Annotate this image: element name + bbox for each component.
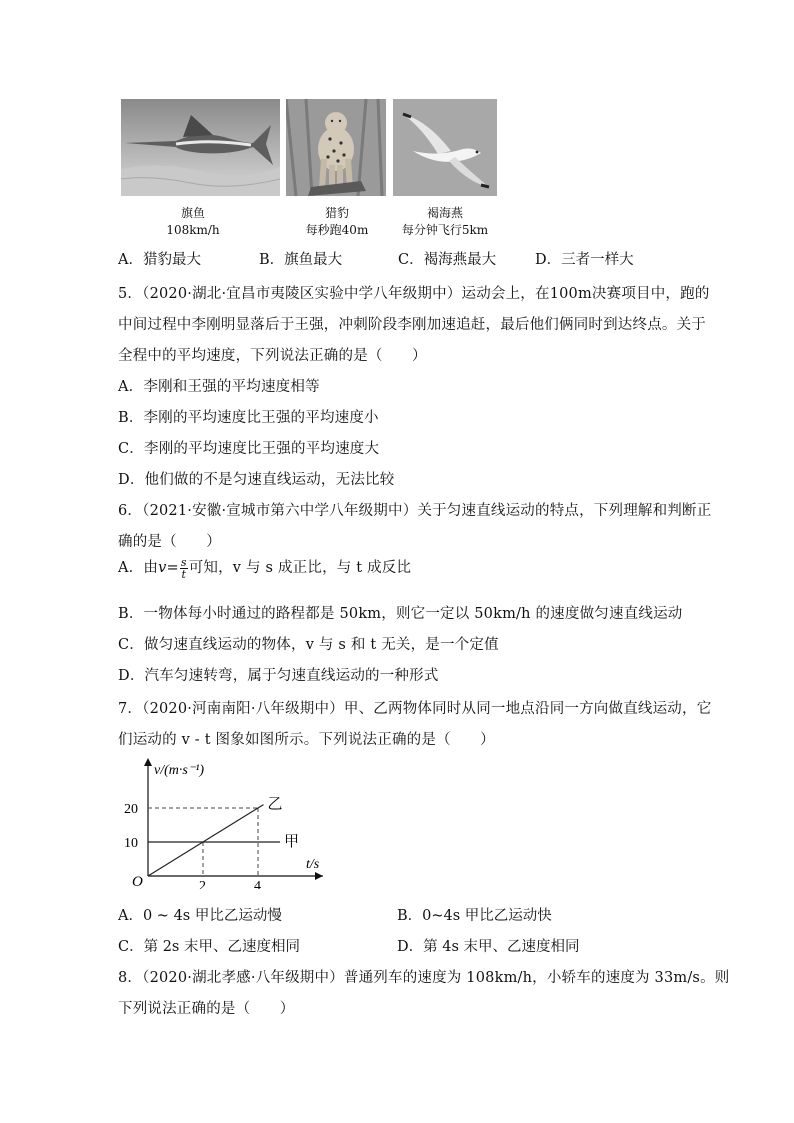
q5-option-b[interactable]: B．李刚的平均速度比王强的平均速度小 xyxy=(118,410,379,426)
q6-stem-line1: 6．（2021·安徽·宣城市第六中学八年级期中）关于匀速直线运动的特点，下列理解和判断正 xyxy=(118,503,712,519)
q7-option-a[interactable]: A．0 ~ 4s 甲比乙运动慢 xyxy=(118,908,282,924)
q7-stem-line2: 们运动的 v - t 图象如图所示。下列说法正确的是（ ） xyxy=(118,732,495,748)
q8-stem-line1: 8．（2020·湖北孝感·八年级期中）普通列车的速度为 108km/h，小轿车的速度为 33m/s。则 xyxy=(118,970,730,986)
q6-option-d[interactable]: D．汽车匀速转弯，属于匀速直线运动的一种形式 xyxy=(118,668,439,684)
formula-fraction xyxy=(180,557,188,580)
q8-stem-line2: 下列说法正确的是（ ） xyxy=(118,1001,295,1017)
q6-option-a[interactable] xyxy=(118,556,411,580)
formula-v: v xyxy=(158,560,167,576)
q5-option-a[interactable]: A．李刚和王强的平均速度相等 xyxy=(118,379,320,395)
q5-option-c[interactable]: C．李刚的平均速度比王强的平均速度大 xyxy=(118,441,380,457)
q7-stem-line1: 7．（2020·河南南阳·八年级期中）甲、乙两物体同时从同一地点沿同一方向做直线运动，它 xyxy=(118,701,712,717)
seagull-caption: 褐海燕 每分钟飞行5km xyxy=(401,206,489,237)
q4-option-b[interactable]: B．旗鱼最大 xyxy=(259,252,343,268)
q6-option-a-prefix: A．由 xyxy=(118,560,159,576)
swordfish-image xyxy=(121,99,280,196)
q5-stem-line1: 5．（2020·湖北·宜昌市夷陵区实验中学八年级期中）运动会上，在100m决赛项目中，跑的 xyxy=(118,286,710,302)
seagull-image xyxy=(393,99,497,196)
cheetah-image xyxy=(286,99,386,196)
y-tick-label-1: 20 xyxy=(124,802,138,817)
q6-option-c[interactable]: C．做匀速直线运动的物体，v 与 s 和 t 无关，是一个定值 xyxy=(118,637,499,653)
y-axis-arrow xyxy=(144,758,152,766)
q4-option-a[interactable]: A．猎豹最大 xyxy=(118,252,201,268)
fraction-numerator: s xyxy=(180,555,187,569)
x-tick-label-0: 2 xyxy=(199,879,206,889)
q5-stem-line3: 全程中的平均速度，下列说法正确的是（ ） xyxy=(118,348,427,364)
x-axis-arrow xyxy=(315,872,323,880)
x-axis-label: t/s xyxy=(306,857,320,872)
series-label-1: 乙 xyxy=(267,794,283,813)
origin-label: O xyxy=(132,874,143,889)
series-line-1 xyxy=(148,805,264,876)
y-axis-label: v/(m·s⁻¹) xyxy=(154,763,205,778)
q5-stem-line2: 中间过程中李刚明显落后于王强，冲刺阶段李刚加速追赶，最后他们俩同时到达终点。关于 xyxy=(118,317,706,333)
y-tick-label-0: 10 xyxy=(124,836,138,851)
q7-option-c[interactable]: C．第 2s 末甲、乙速度相同 xyxy=(118,939,300,955)
q4-option-c[interactable]: C．褐海燕最大 xyxy=(398,252,497,268)
q6-option-a-suffix: 可知，v 与 s 成正比，与 t 成反比 xyxy=(188,560,412,576)
formula-eq: = xyxy=(166,560,179,576)
x-tick-label-1: 4 xyxy=(254,879,261,889)
q6-option-b[interactable]: B．一物体每小时通过的路程都是 50km，则它一定以 50km/h 的速度做匀速直线运动 xyxy=(118,606,683,622)
q7-option-d[interactable]: D．第 4s 末甲、乙速度相同 xyxy=(397,939,580,955)
fraction-denominator: t xyxy=(181,567,187,581)
series-label-0: 甲 xyxy=(284,832,300,850)
v-t-graph xyxy=(118,754,328,889)
q5-option-d[interactable]: D．他们做的不是匀速直线运动，无法比较 xyxy=(118,472,395,488)
q4-option-d[interactable]: D．三者一样大 xyxy=(535,252,634,268)
q7-option-b[interactable]: B．0~4s 甲比乙运动快 xyxy=(397,908,552,924)
cheetah-caption: 猎豹 每秒跑40m xyxy=(305,206,369,237)
swordfish-caption: 旗鱼 108km/h xyxy=(166,206,220,237)
q6-stem-line2: 确的是（ ） xyxy=(118,534,221,550)
